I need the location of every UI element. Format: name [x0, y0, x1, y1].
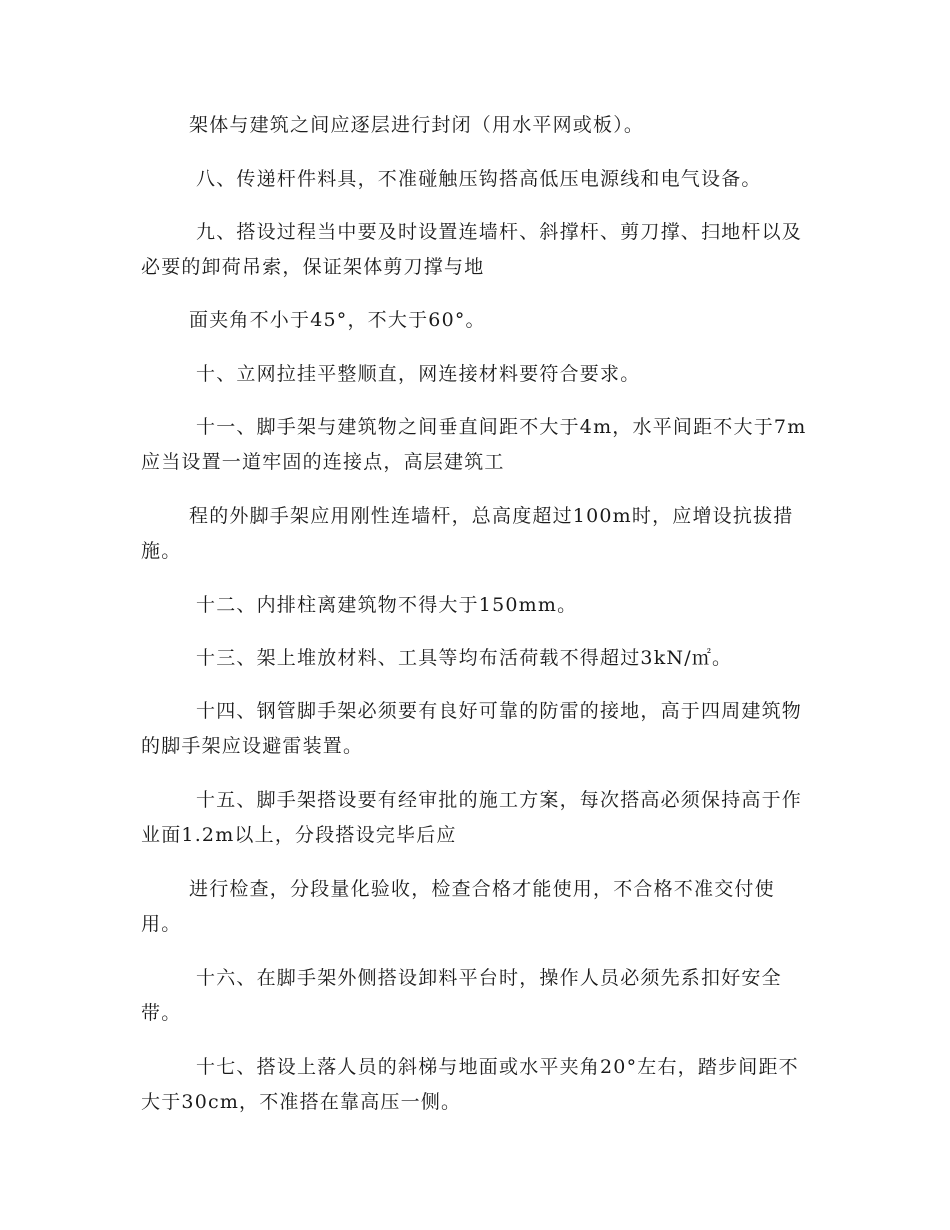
paragraph-item-15: 十五、脚手架搭设要有经审批的施工方案，每次搭高必须保持高于作业面1.2m以上，分段搭设完毕后应	[141, 789, 803, 846]
paragraph-item-8: 八、传递杆件料具，不准碰触压钩搭高低压电源线和电气设备。	[196, 168, 762, 190]
paragraph-scaffold-enclosure: 架体与建筑之间应逐层进行封闭（用水平网或板）。	[189, 114, 645, 136]
paragraph-item-14: 十四、钢管脚手架必须要有良好可靠的防雷的接地，高于四周建筑物的脚手架应设避雷装置。	[141, 700, 803, 757]
paragraph-item-12: 十二、内排柱离建筑物不得大于150mm。	[196, 594, 578, 616]
paragraph-item-15-continued: 进行检查，分段量化验收，检查合格才能使用，不合格不准交付使用。	[141, 878, 775, 935]
paragraph-item-17: 十七、搭设上落人员的斜梯与地面或水平夹角20°左右，踏步间距不大于30cm，不准搭在靠高压一侧。	[141, 1056, 799, 1113]
paragraph-item-11: 十一、脚手架与建筑物之间垂直间距不大于4m，水平间距不大于7m应当设置一道牢固的连接点，高层建筑工	[141, 416, 807, 473]
paragraph-item-11-continued: 程的外脚手架应用刚性连墙杆，总高度超过100m时，应增设抗拔措施。	[141, 505, 794, 562]
paragraph-item-13: 十三、架上堆放材料、工具等均布活荷载不得超过3kN/㎡。	[196, 647, 733, 669]
paragraph-item-9: 九、搭设过程当中要及时设置连墙杆、斜撑杆、剪刀撑、扫地杆以及必要的卸荷吊索，保证架体剪刀撑与地	[141, 221, 803, 278]
paragraph-item-16: 十六、在脚手架外侧搭设卸料平台时，操作人员必须先系扣好安全带。	[141, 967, 782, 1024]
paragraph-item-9-continued: 面夹角不小于45°，不大于60°。	[189, 309, 486, 331]
paragraph-item-10: 十、立网拉挂平整顺直，网连接材料要符合要求。	[196, 363, 641, 385]
